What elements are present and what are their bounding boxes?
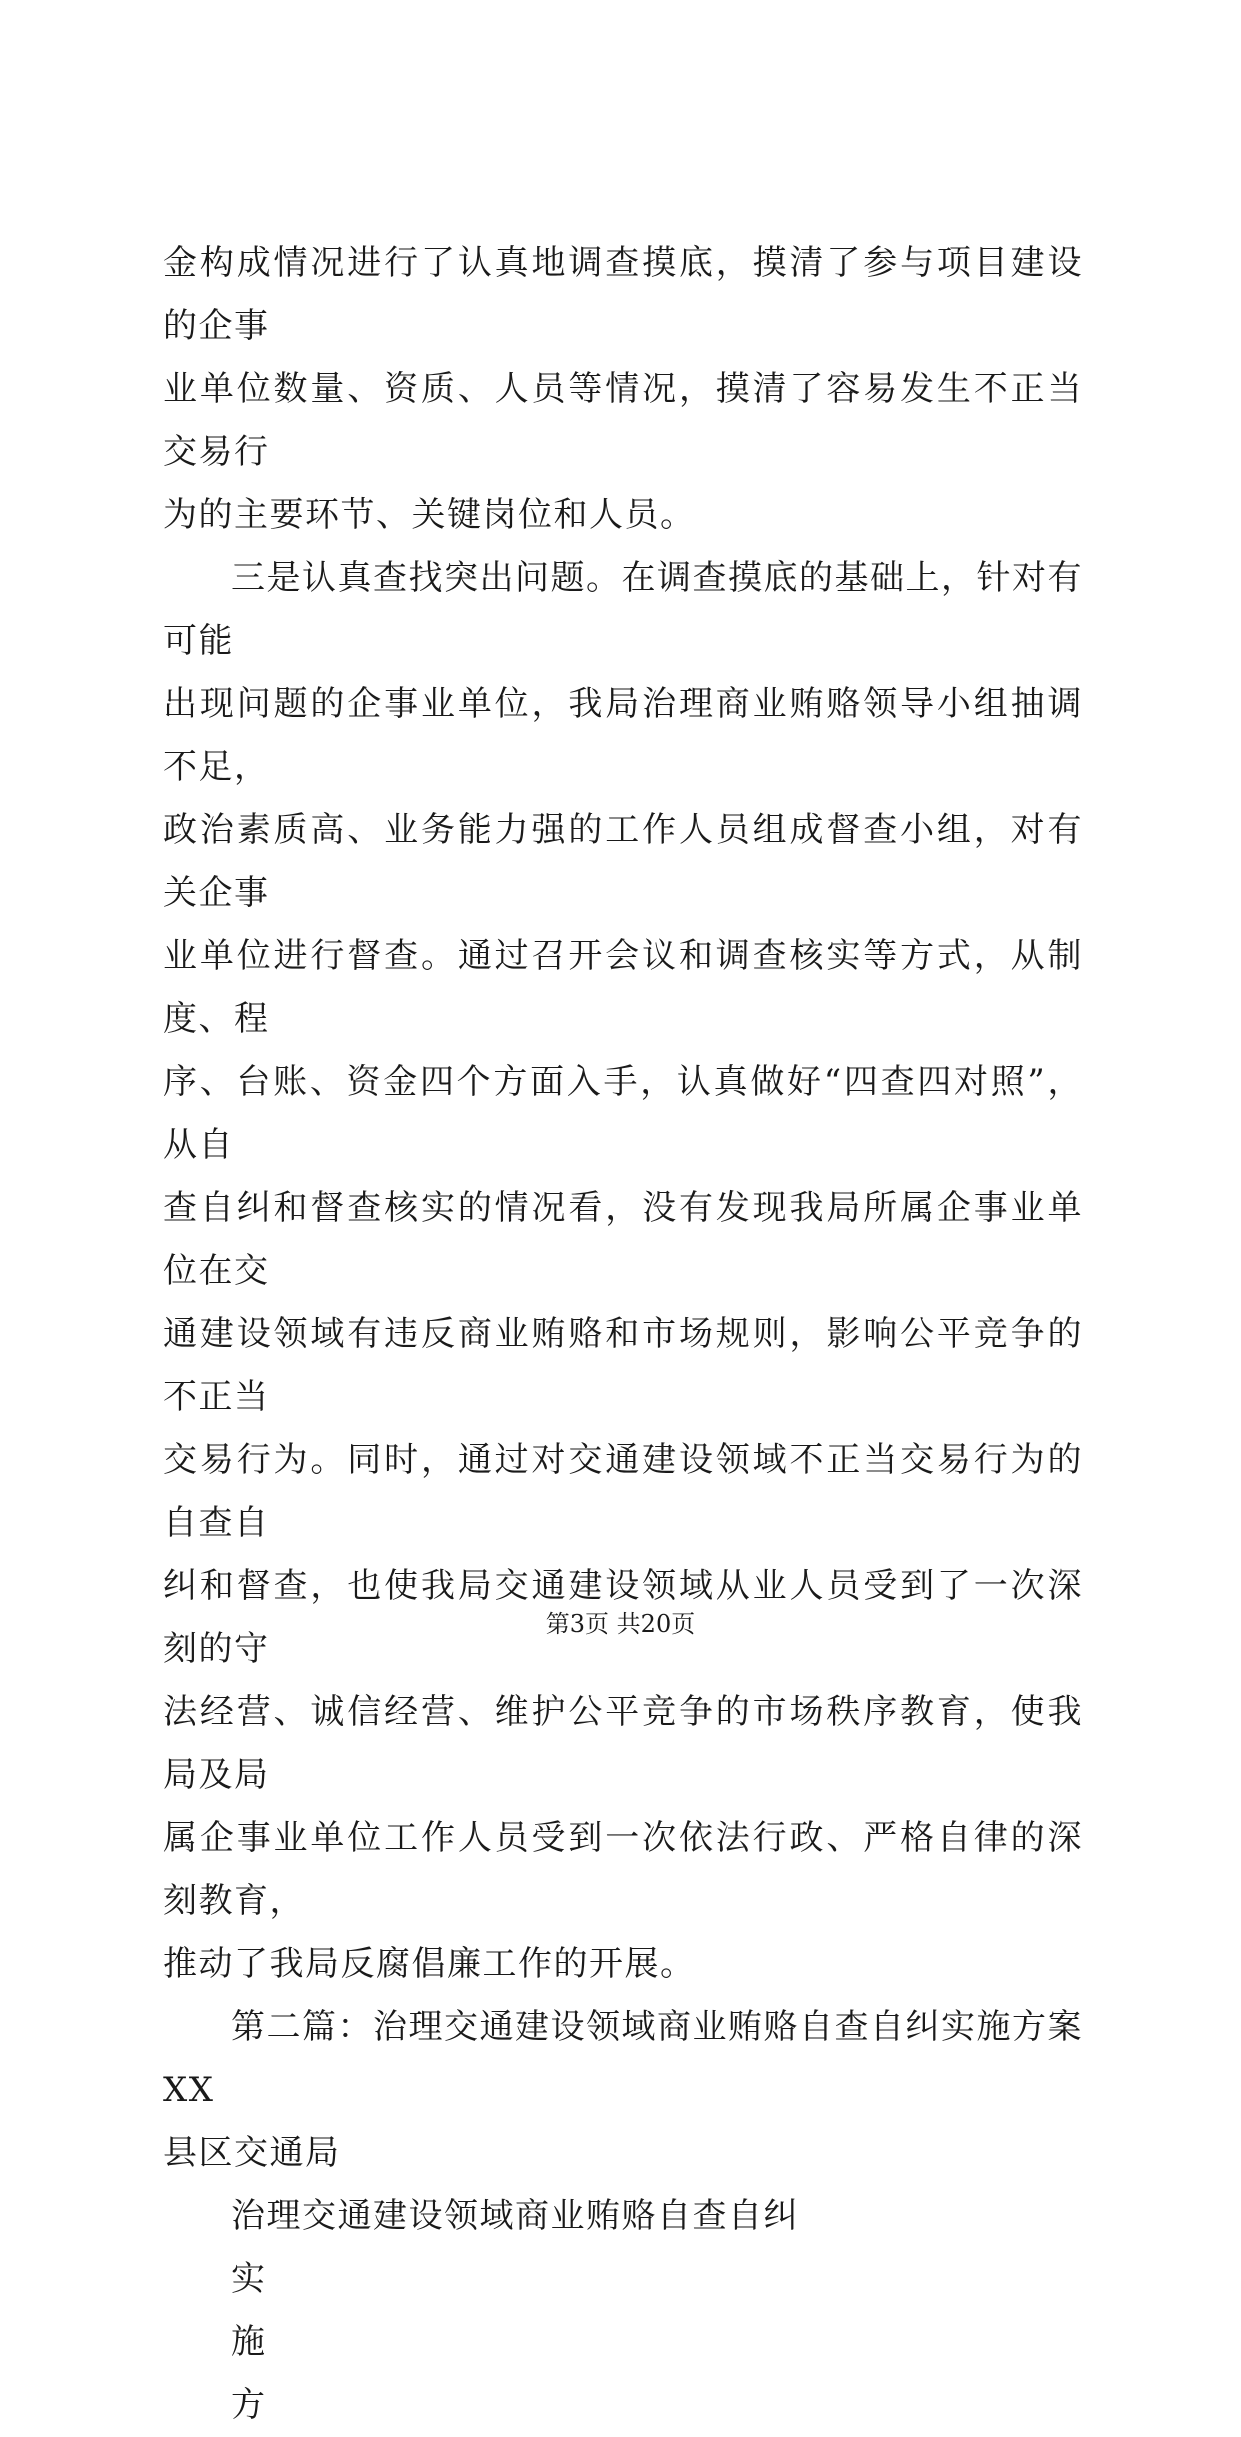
paragraph-problems: 三是认真查找突出问题。在调查摸底的基础上，针对有可能 出现问题的企事业单位，我局治理商业贿赂领导小组抽调不足， 政治素质高、业务能力强的工作人员组成督查小组，对有关企事 业单位进行督查。通过召开会议和调查核实等方式，从制度、程 序、台账、资金四个方面入手，认真做好“四查四对照”，从自 查自纠和督查核实的情况看，没有发现我局所属企事业单位在交 通建设领域有违反商业贿赂和市场规则，影响公平竞争的不正当 交易行为。同时，通过对交通建设领域不正当交易行为的自查自 纠和督查，也使我局交通建设领域从业人员受到了一次深刻的守 法经营、诚信经营、维护公平竞争的市场秩序教育，使我局及局 属企事业单位工作人员受到一次依法行政、严格自律的深刻教育， 推动了我局反腐倡廉工作的开展。 [163, 558, 1083, 1984]
page-number-footer: 第3页 共20页 [545, 1610, 696, 1638]
document-body [163, 232, 1083, 2437]
plan-title-char: 方 [231, 2385, 267, 2425]
plan-title-char: 实 [231, 2259, 267, 2299]
plan-title-line: 治理交通建设领域商业贿赂自查自纠 [231, 2196, 799, 2236]
plan-title-char: 施 [231, 2322, 267, 2362]
paragraph-chapter-heading: 第二篇：治理交通建设领域商业贿赂自查自纠实施方案XX 县区交通局 [163, 2007, 1083, 2173]
paragraph-continuation: 金构成情况进行了认真地调查摸底，摸清了参与项目建设的企事 业单位数量、资质、人员等情况，摸清了容易发生不正当交易行 为的主要环节、关键岗位和人员。 [163, 243, 1083, 535]
